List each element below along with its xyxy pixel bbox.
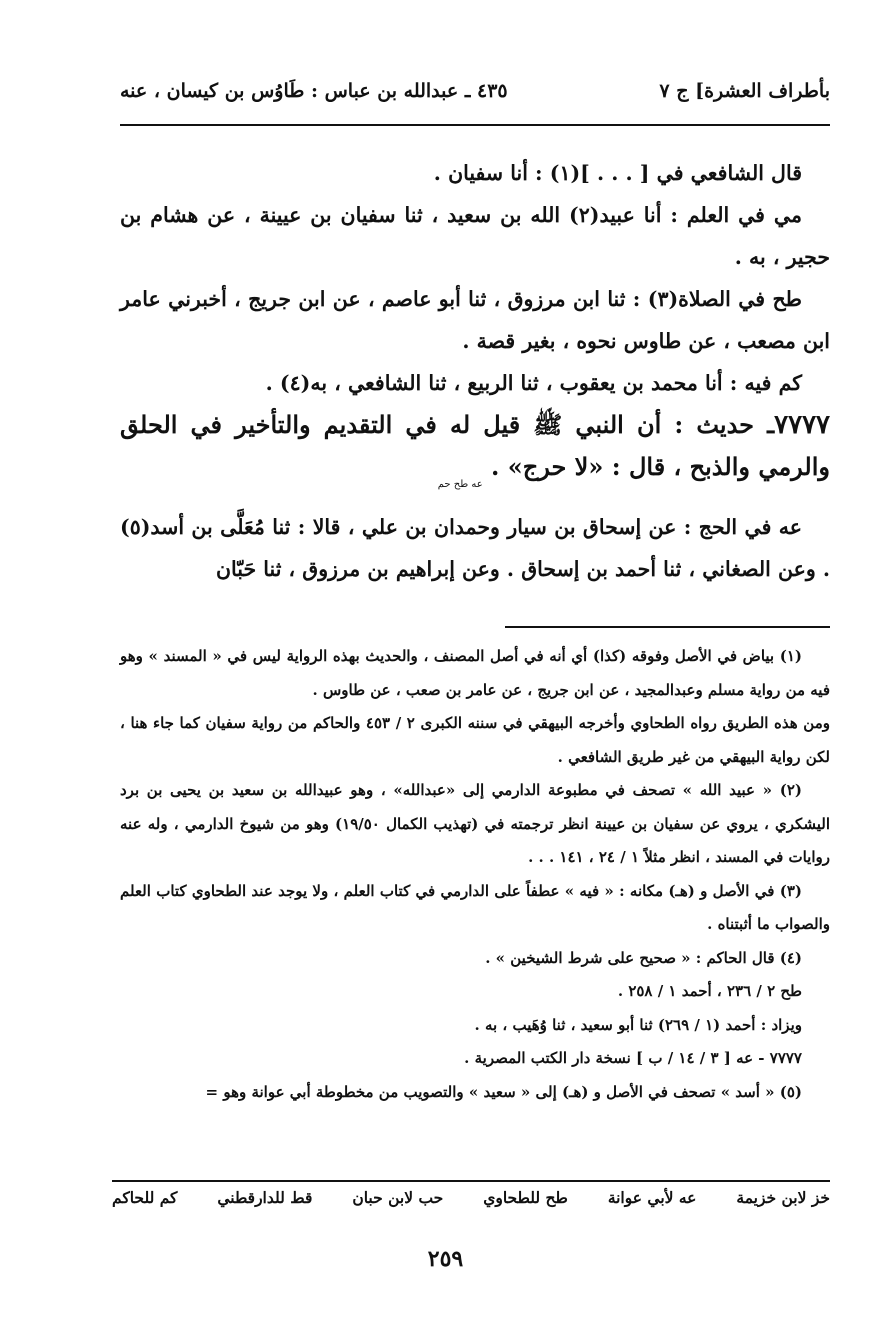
footnote: ومن هذه الطريق رواه الطحاوي وأخرجه البيهقي في سننه الكبرى ٢ / ٤٥٣ والحاكم من رواية سفيان كما جاء هنا ، لكن رواية البيهقي من غير طريق الشافعي . [120,714,830,766]
main-paragraph: مي في العلم : أنا عبيد(٢) الله بن سعيد ، ثنا سفيان بن عيينة ، عن هشام بن حجير ، به . [120,203,830,269]
running-header [120,80,830,102]
page-number: ٢٥٩ [427,1246,464,1272]
header-rule [120,124,830,126]
hadith-number: ٧٧٧٧ [774,410,830,440]
main-paragraph: قال الشافعي في [ . . . ](١) : أنا سفيان . [433,161,802,185]
footnote-rule [505,626,830,628]
hadith-entry [120,404,830,506]
hadith-sigla: عه طح حم [437,479,483,490]
hadith-text: ـ حديث : أن النبي ﷺ قيل له في التقديم والتأخير في الحلق والرمي والذبح ، قال : «لا حرج» . [120,410,830,481]
main-text [120,152,830,590]
footnotes [120,640,830,1109]
abbreviations-key [112,1188,830,1207]
header-section: ٤٣٥ ـ عبدالله بن عباس : طَاوُس بن كيسان ، عنه [120,80,508,102]
abbreviation-item: خز لابن خزيمة [736,1188,830,1207]
footnote: طح ٢ / ٢٣٦ ، أحمد ١ / ٢٥٨ . [617,982,802,1000]
header-title: بأطراف العشرة] ج ٧ [659,80,830,102]
footnote: ويزاد : أحمد (١ / ٢٦٩) ثنا أبو سعيد ، ثنا وُهَيب ، به . [474,1015,802,1034]
abbreviation-item: قط للدارقطني [217,1188,313,1207]
main-paragraph: طح في الصلاة(٣) : ثنا ابن مرزوق ، ثنا أبو عاصم ، عن ابن جريج ، أخبرني عامر ابن مصعب ، عن طاوس نحوه ، بغير قصة . [120,287,830,353]
abbreviation-item: عه لأبي عوانة [607,1188,697,1207]
abbreviation-item: طح للطحاوي [483,1188,568,1207]
main-paragraph: كم فيه : أنا محمد بن يعقوب ، ثنا الربيع ، ثنا الشافعي ، به(٤) . [265,371,802,395]
footnote: ٧٧٧٧ - عه [ ٣ / ١٤ / ب ] نسخة دار الكتب المصرية . [464,1049,802,1067]
abbreviation-item: كم للحاكم [112,1188,178,1207]
main-paragraph: عه في الحج : عن إسحاق بن سيار وحمدان بن علي ، قالا : ثنا مُعَلَّى بن أسد(٥) . وعن الصغاني ، ثنا أحمد بن إسحاق . وعن إبراهيم بن مرزوق ، ثنا حَبّان [120,515,830,581]
footnote: (١) بياض في الأصل وفوقه (كذا) أي أنه في أصل المصنف ، والحديث بهذه الرواية ليس في « المسند » وهو فيه من رواية مسلم وعبدالمجيد ، عن ابن جريج ، عن عامر بن صعب ، عن طاوس . [120,647,830,699]
abbreviations-rule [112,1180,830,1182]
footnote: (٢) « عبيد الله » تصحف في مطبوعة الدارمي إلى «عبدالله» ، وهو عبيدالله بن سعيد بن يحيى بن برد اليشكري ، يروي عن سفيان بن عيينة انظر ترجمته في (تهذيب الكمال ١٩/٥٠) وهو من شيوخ الدارمي ، وله عنه روايات في المسند ، انظر مثلاً ١ / ٢٤ ، ١٤١ . . . [120,781,830,866]
footnote: (٥) « أسد » تصحف في الأصل و (هـ) إلى « سعيد » والتصويب من مخطوطة أبي عوانة وهو = [205,1082,802,1101]
footnote: (٣) في الأصل و (هـ) مكانه : « فيه » عطفاً على الدارمي في كتاب العلم ، ولا يوجد عند الطحاوي كتاب العلم والصواب ما أثبتناه . [120,881,830,933]
abbreviation-item: حب لابن حبان [352,1188,444,1207]
footnote: (٤) قال الحاكم : « صحيح على شرط الشيخين » . [485,948,802,967]
